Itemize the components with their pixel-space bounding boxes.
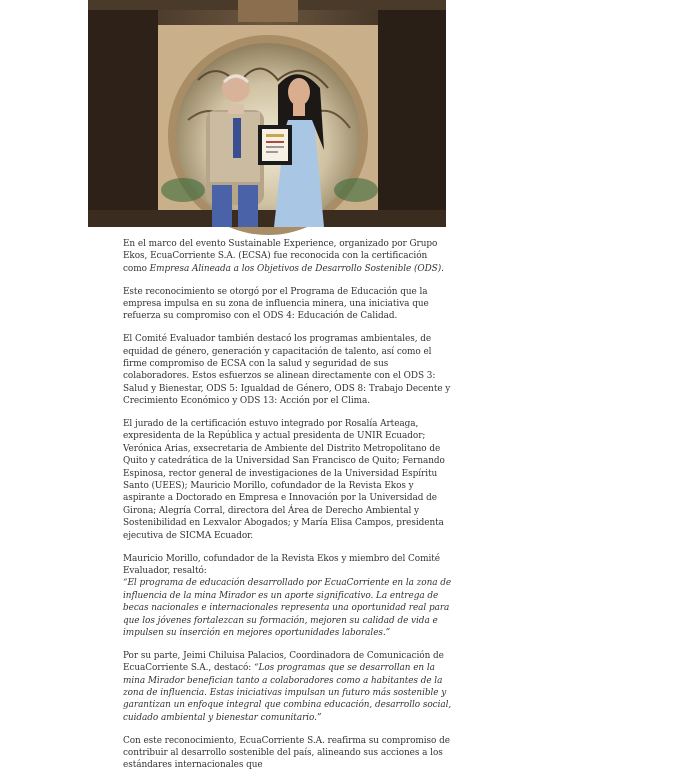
paragraph-recognition: Este reconocimiento se otorgó por el Programa de Educación que la empresa impulsa en su zona de influencia minera, una iniciativa que refuerza su compromiso con el ODS 4: Educación de Calidad. xyxy=(123,286,429,322)
paragraph-intro-end: . xyxy=(441,263,444,274)
quote-morillo: “El programa de educación desarrollado por EcuaCorriente en la zona de influencia de la mina Mirador es un aporte significativo. La entrega de becas nacionales e internacionales representa una oportunidad real para que los jóvenes fortalezcan su formación, mejoren su calidad de vida e impulsen su inserción en mejores oportunidades laborales.” xyxy=(123,578,452,638)
paragraph-morillo-quote xyxy=(123,553,453,640)
article-body xyxy=(123,238,453,782)
paragraph-intro xyxy=(123,238,453,275)
paragraph-committee: El Comité Evaluador también destacó los programas ambientales, de equidad de género, generación y capacitación de talento, así como el firme compromiso de ECSA con la salud y seguridad de sus colaboradores. Estos esfuerzos se alinean directamente con el ODS 3: Salud y Bienestar, ODS 5: Igualdad de Género, ODS 8: Trabajo Decente y Crecimiento Económico y ODS 13: Acción por el Clima. xyxy=(123,334,451,407)
paragraph-chiluisa-quote xyxy=(123,650,453,724)
quote-chiluisa: “Los programas que se desarrollan en la mina Mirador benefician tanto a colaboradores como a habitantes de la zona de influencia. Estas iniciativas impulsan un futuro más sostenible y garantizan un enfoque integral que combina educación, desarrollo social, cuidado ambiental y bienestar comunitario.” xyxy=(123,663,452,723)
paragraph-conclusion: Con este reconocimiento, EcuaCorriente S.A. reafirma su compromiso de contribuir al desarrollo sostenible del país, alineando sus acciones a los estándares internacionales que xyxy=(123,735,450,771)
certification-name: Empresa Alineada a los Objetivos de Desarrollo Sostenible (ODS) xyxy=(149,263,442,274)
paragraph-jury: El jurado de la certificación estuvo integrado por Rosalía Arteaga, expresidenta de la República y actual presidenta de UNIR Ecuador; Verónica Arias, exsecretaria de Ambiente del Distrito Metropolitano de Quito y catedrática de la Universidad San Francisco de Quito; Fernando Espinosa, rector general de investigaciones de la Universidad Espíritu Santo (UEES); Mauricio Morillo, cofundador de la Revista Ekos y aspirante a Doctorado en Empresa e Innovación por la Universidad de Girona; Alegría Corral, directora del Área de Derecho Ambiental y Sostenibilidad en Lexvalor Abogados; y María Elisa Campos, presidenta ejecutiva de SICMA Ecuador. xyxy=(123,419,445,541)
award-ceremony-image xyxy=(88,0,446,227)
paragraph-intro-text: En el marco del evento Sustainable Experience, organizado por Grupo Ekos, EcuaCorriente S.A. (ECSA) fue reconocida con la certificación como xyxy=(123,239,438,274)
quote-intro-morillo: Mauricio Morillo, cofundador de la Revista Ekos y miembro del Comité Evaluador, resaltó: xyxy=(123,553,440,576)
article-photo xyxy=(88,0,446,227)
quote-intro-chiluisa: Por su parte, Jeimi Chiluisa Palacios, Coordinadora de Comunicación de EcuaCorriente S.A., destacó: xyxy=(123,650,444,674)
